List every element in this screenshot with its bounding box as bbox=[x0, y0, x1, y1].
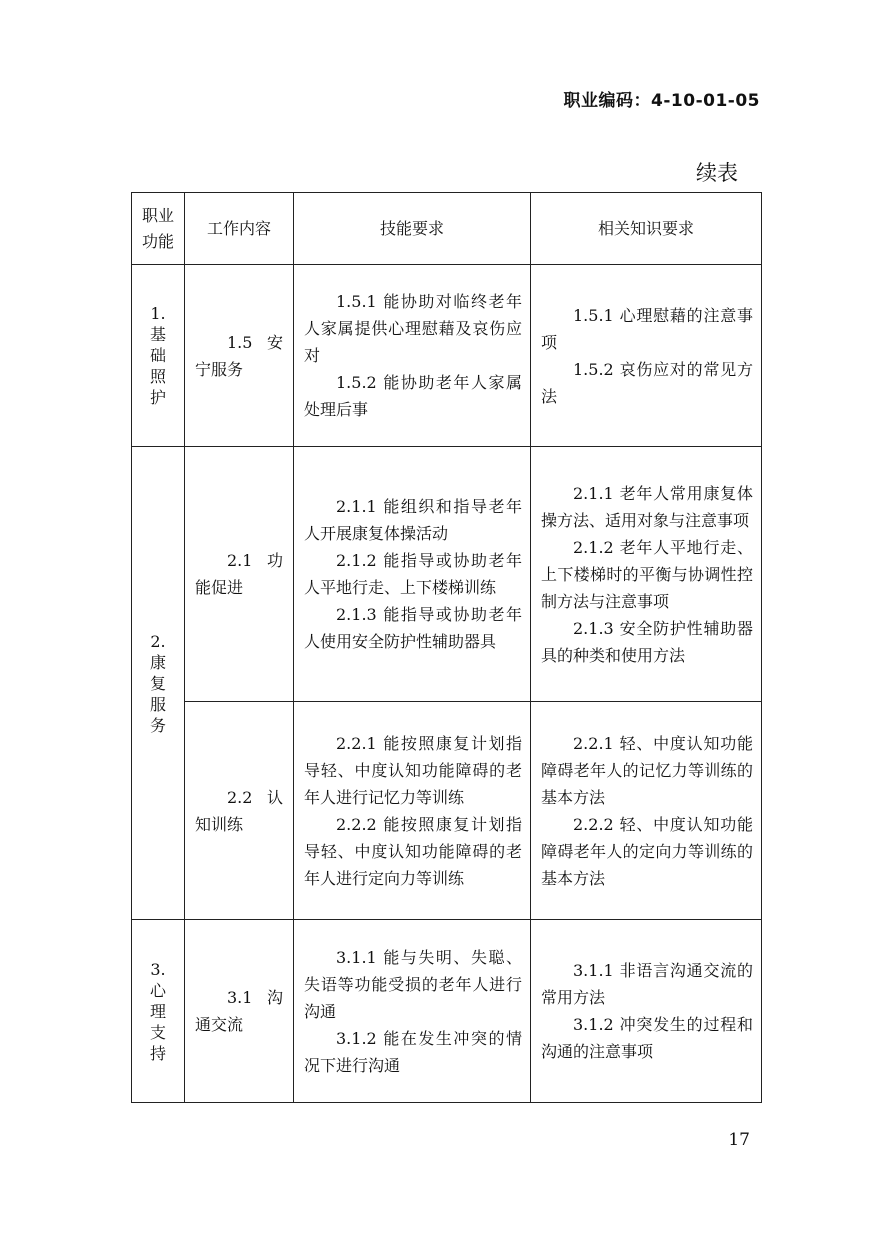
work-content-cell: 2.2 认知训练 bbox=[185, 702, 294, 920]
function-cell bbox=[132, 447, 185, 920]
skill-item: 3.1.1 能与失明、失聪、失语等功能受损的老年人进行沟通 bbox=[304, 947, 522, 1021]
skills-table bbox=[131, 192, 762, 1103]
page-number: 17 bbox=[728, 1130, 750, 1150]
table-row bbox=[132, 265, 762, 447]
knowledge-requirements-cell bbox=[531, 702, 762, 920]
knowledge-requirements-cell bbox=[531, 265, 762, 447]
knowledge-item: 2.2.1 轻、中度认知功能障碍老年人的记忆力等训练的基本方法 bbox=[541, 733, 753, 807]
function-cell bbox=[132, 265, 185, 447]
knowledge-item: 2.2.2 轻、中度认知功能障碍老年人的定向力等训练的基本方法 bbox=[541, 814, 753, 888]
skill-item: 2.1.1 能组织和指导老年人开展康复体操活动 bbox=[304, 497, 522, 543]
table-row bbox=[132, 702, 762, 920]
function-number: 1. bbox=[150, 304, 166, 323]
skill-requirements-cell bbox=[294, 920, 531, 1103]
header-work-content: 工作内容 bbox=[185, 193, 294, 265]
function-name: 康 复 服 务 bbox=[149, 652, 166, 735]
work-content-cell: 3.1 沟通交流 bbox=[185, 920, 294, 1103]
knowledge-requirements-cell bbox=[531, 920, 762, 1103]
skill-item: 3.1.2 能在发生冲突的情况下进行沟通 bbox=[304, 1028, 522, 1075]
function-number: 3. bbox=[150, 959, 166, 979]
table-row bbox=[132, 447, 762, 702]
knowledge-item: 2.1.2 老年人平地行走、上下楼梯时的平衡与协调性控制方法与注意事项 bbox=[541, 537, 753, 611]
header-skill-requirements: 技能要求 bbox=[294, 193, 531, 265]
function-name: 心 理 支 持 bbox=[149, 980, 166, 1063]
knowledge-item: 1.5.2 哀伤应对的常见方法 bbox=[541, 359, 753, 406]
skill-item: 1.5.1 能协助对临终老年人家属提供心理慰藉及哀伤应对 bbox=[304, 292, 522, 365]
skill-requirements-cell bbox=[294, 447, 531, 702]
function-cell bbox=[132, 920, 185, 1103]
skill-requirements-cell bbox=[294, 702, 531, 920]
skill-item: 2.1.3 能指导或协助老年人使用安全防护性辅助器具 bbox=[304, 605, 522, 651]
skill-item: 2.1.2 能指导或协助老年人平地行走、上下楼梯训练 bbox=[304, 551, 522, 597]
continued-label: 续表 bbox=[696, 161, 738, 185]
skill-item: 2.2.2 能按照康复计划指导轻、中度认知功能障碍的老年人进行定向力等训练 bbox=[304, 814, 522, 888]
header-knowledge-requirements: 相关知识要求 bbox=[531, 193, 762, 265]
occupation-code: 职业编码：4-10-01-05 bbox=[563, 91, 760, 111]
table-row bbox=[132, 920, 762, 1103]
knowledge-item: 2.1.3 安全防护性辅助器具的种类和使用方法 bbox=[541, 618, 753, 665]
knowledge-item: 2.1.1 老年人常用康复体操方法、适用对象与注意事项 bbox=[541, 483, 753, 530]
table-header-row bbox=[132, 193, 762, 265]
skill-item: 1.5.2 能协助老年人家属处理后事 bbox=[304, 373, 522, 419]
work-content-cell: 2.1 功能促进 bbox=[185, 447, 294, 702]
knowledge-item: 1.5.1 心理慰藉的注意事项 bbox=[541, 305, 753, 352]
header-function: 职业 功能 bbox=[132, 193, 185, 265]
function-name: 基 础 照 护 bbox=[149, 325, 166, 407]
knowledge-item: 3.1.1 非语言沟通交流的常用方法 bbox=[541, 961, 753, 1007]
skill-requirements-cell bbox=[294, 265, 531, 447]
skill-item: 2.2.1 能按照康复计划指导轻、中度认知功能障碍的老年人进行记忆力等训练 bbox=[304, 733, 522, 807]
knowledge-item: 3.1.2 冲突发生的过程和沟通的注意事项 bbox=[541, 1015, 753, 1061]
work-content-cell: 1.5 安宁服务 bbox=[185, 265, 294, 447]
knowledge-requirements-cell bbox=[531, 447, 762, 702]
function-number: 2. bbox=[150, 631, 166, 651]
